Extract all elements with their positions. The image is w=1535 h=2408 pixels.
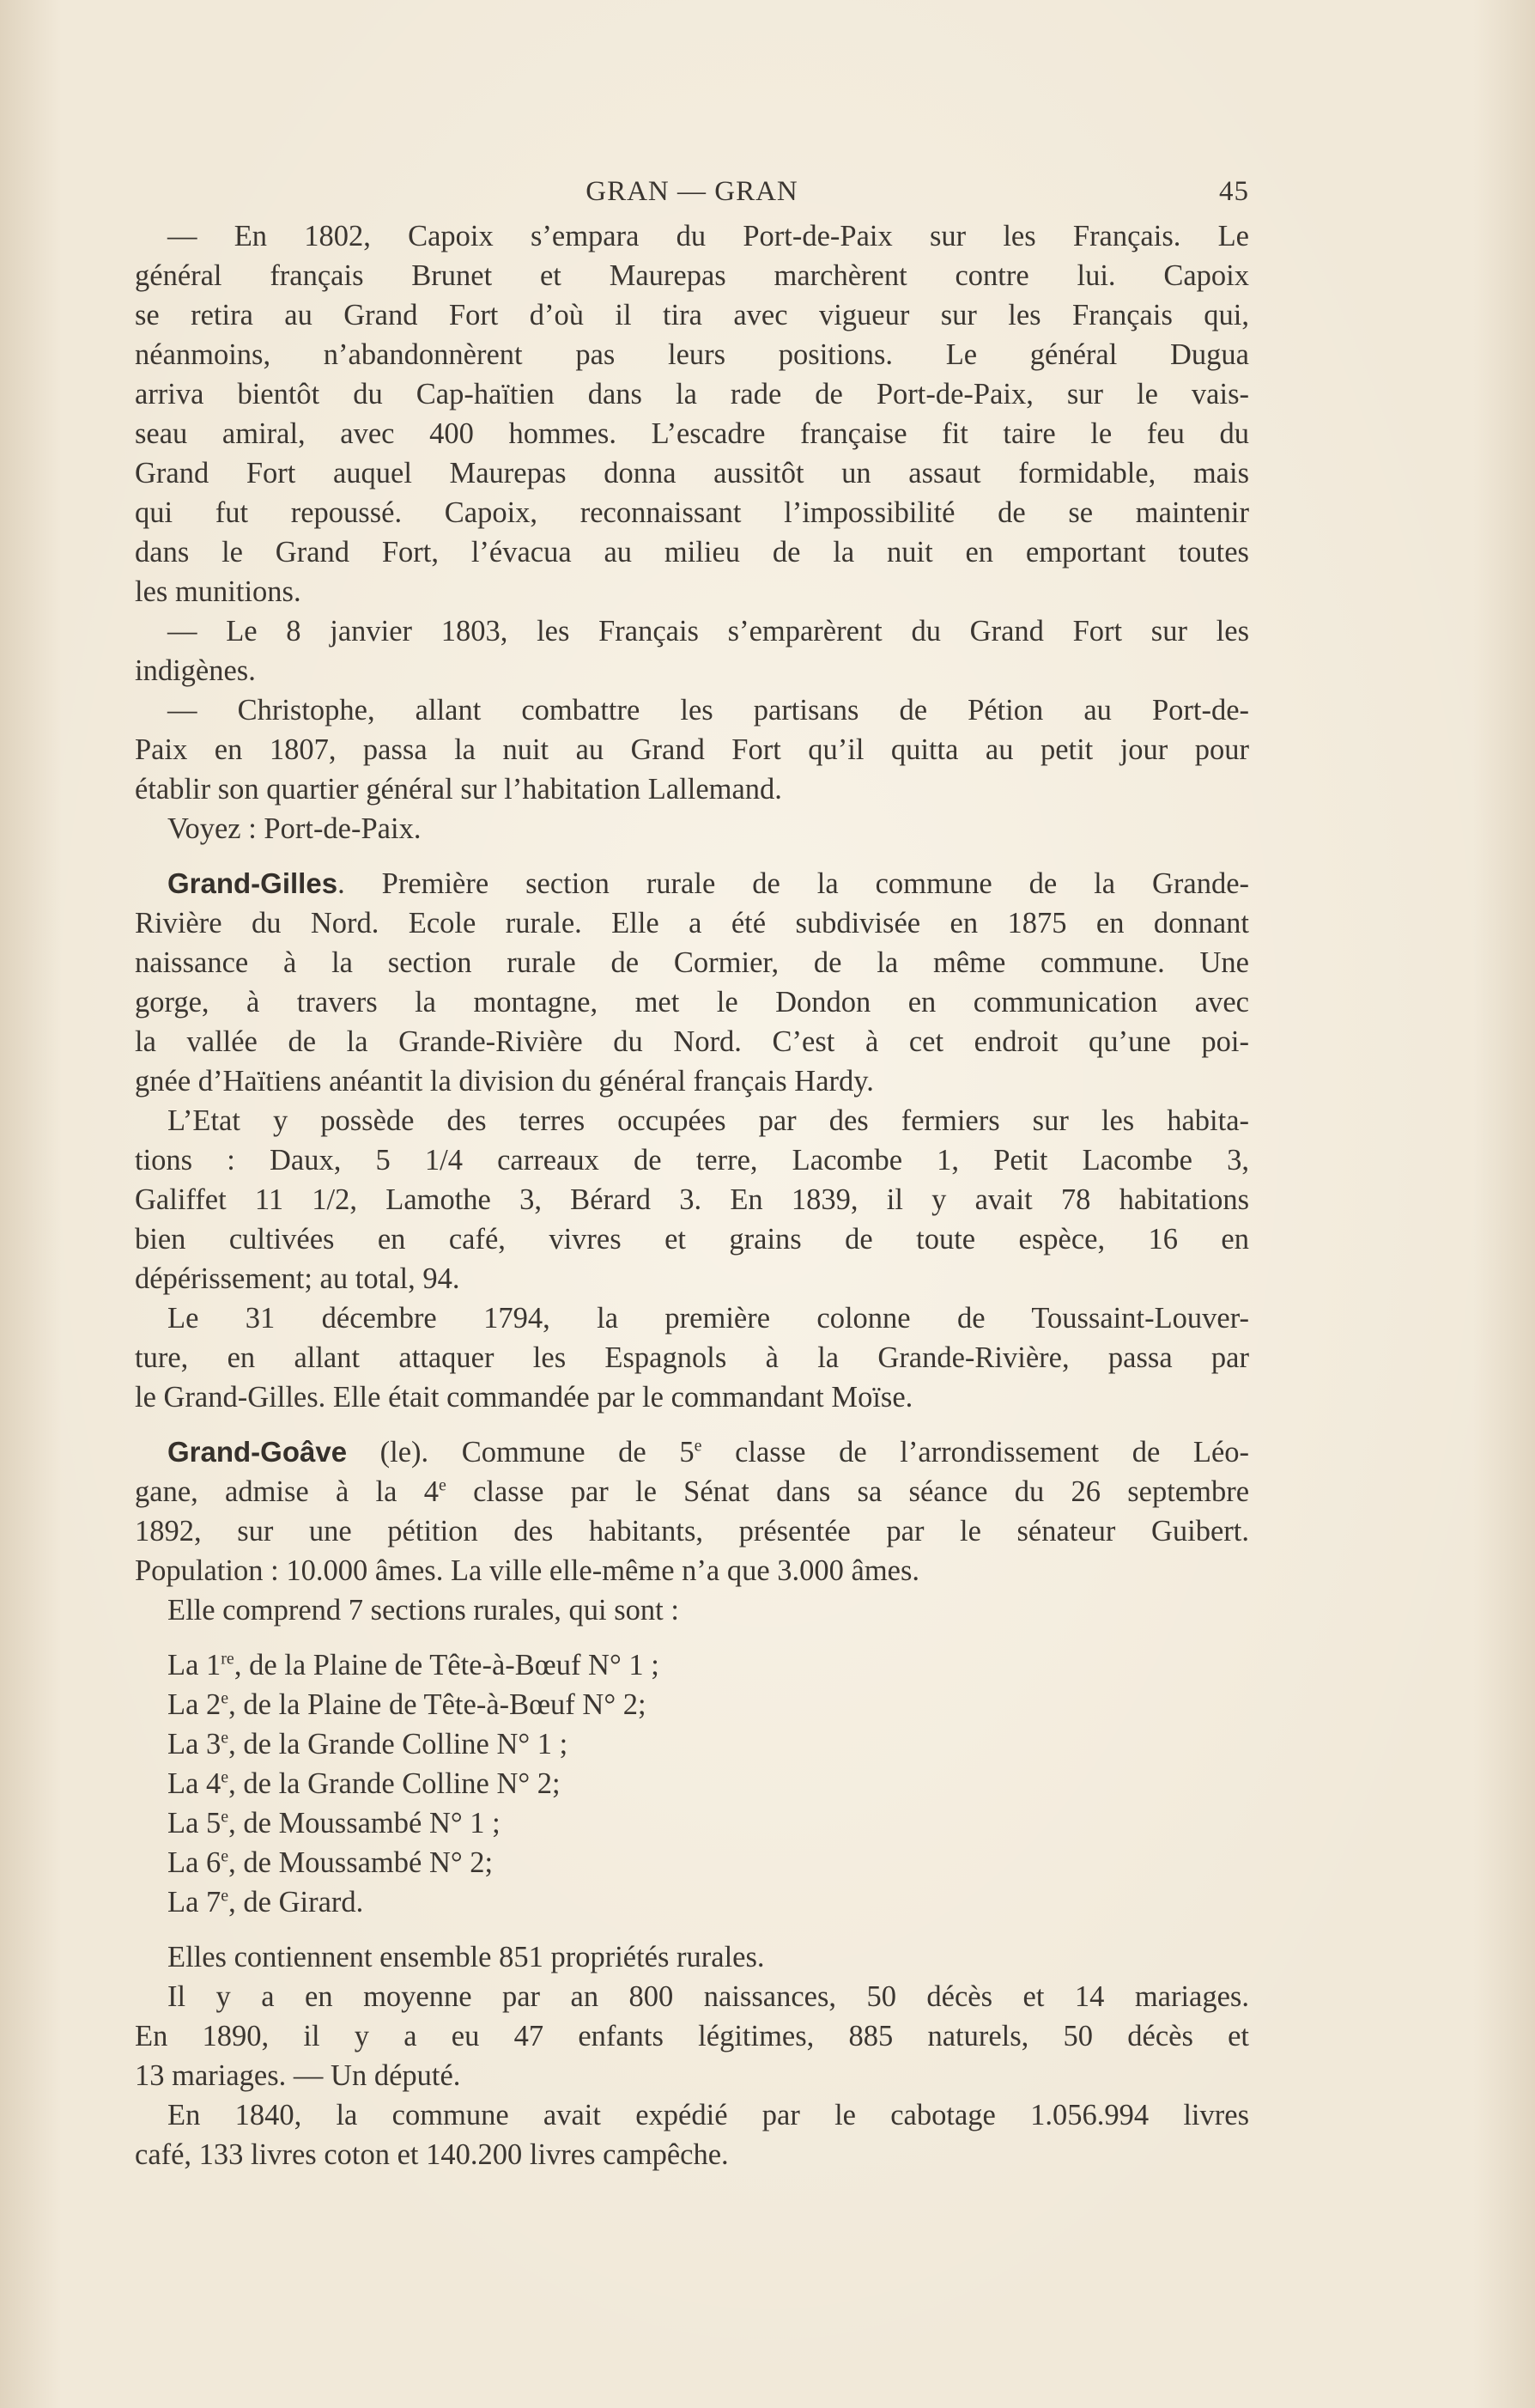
text-line: dans le Grand Fort, l’évacua au milieu de la nuit en emportant toutes <box>135 536 1249 569</box>
text-line: Voyez : Port-de-Paix. <box>167 812 422 845</box>
text-line: — En 1802, Capoix s’empara du Port-de-Paix sur les Français. Le <box>167 220 1249 252</box>
text-line: établir son quartier général sur l’habitation Lallemand. <box>135 773 782 806</box>
text-line: les munitions. <box>135 575 301 608</box>
text-line: seau amiral, avec 400 hommes. L’escadre française fit taire le feu du <box>135 417 1249 450</box>
text-line: L’Etat y possède des terres occupées par des fermiers sur les habita- <box>167 1104 1249 1137</box>
list-item: La 2e, de la Plaine de Tête-à-Bœuf N° 2; <box>167 1688 646 1721</box>
text-line: arriva bientôt du Cap-haïtien dans la rade de Port-de-Paix, sur le vais- <box>135 378 1249 410</box>
text-line: gorge, à travers la montagne, met le Dondon en communication avec <box>135 986 1249 1019</box>
text-line: café, 133 livres coton et 140.200 livres campêche. <box>135 2138 729 2171</box>
text-line: — Le 8 janvier 1803, les Français s’emparèrent du Grand Fort sur les <box>167 615 1249 648</box>
text-block <box>135 172 1249 2174</box>
list-item: La 6e, de Moussambé N° 2; <box>167 1846 494 1879</box>
list-gap <box>135 1922 1249 1937</box>
list-item: La 3e, de la Grande Colline N° 1 ; <box>167 1728 568 1760</box>
text-line: tions : Daux, 5 1/4 carreaux de terre, Lacombe 1, Petit Lacombe 3, <box>135 1144 1249 1177</box>
text-line: général français Brunet et Maurepas marchèrent contre lui. Capoix <box>135 259 1249 292</box>
text-line: Population : 10.000 âmes. La ville elle-même n’a que 3.000 âmes. <box>135 1554 920 1587</box>
text-line: gnée d’Haïtiens anéantit la division du général français Hardy. <box>135 1065 874 1098</box>
text-line: Galiffet 11 1/2, Lamothe 3, Bérard 3. En 1839, il y avait 78 habitations <box>135 1183 1249 1216</box>
running-title: GRAN — GRAN <box>585 176 798 207</box>
list-item: La 1re, de la Plaine de Tête-à-Bœuf N° 1 ; <box>167 1649 659 1681</box>
list-gap <box>135 1630 1249 1645</box>
page-number: 45 <box>1219 176 1249 207</box>
paragraph-gap <box>135 848 1249 864</box>
text-line: 13 mariages. — Un député. <box>135 2059 461 2092</box>
text-line: En 1840, la commune avait expédié par le cabotage 1.056.994 livres <box>167 2099 1249 2131</box>
paragraph-gap <box>135 1417 1249 1432</box>
text-line: indigènes. <box>135 654 256 687</box>
text-line: Elle comprend 7 sections rurales, qui sont : <box>167 1594 679 1627</box>
text-line: néanmoins, n’abandonnèrent pas leurs positions. Le général Dugua <box>135 338 1249 371</box>
text-line: bien cultivées en café, vivres et grains de toute espèce, 16 en <box>135 1223 1249 1256</box>
text-line: Grand Fort auquel Maurepas donna aussitôt un assaut formidable, mais <box>135 457 1249 490</box>
text-line: gane, admise à la 4e classe par le Sénat dans sa séance du 26 septembre <box>135 1475 1250 1508</box>
text-line: ture, en allant attaquer les Espagnols à la Grande-Rivière, passa par <box>135 1341 1249 1374</box>
entry-heading: Grand-Goâve <box>167 1436 348 1468</box>
list-item: La 4e, de la Grande Colline N° 2; <box>167 1767 561 1800</box>
text-line: Paix en 1807, passa la nuit au Grand Fort qu’il quitta au petit jour pour <box>135 733 1249 766</box>
text-line: Elles contiennent ensemble 851 propriétés rurales. <box>167 1941 765 1973</box>
text-line: Il y a en moyenne par an 800 naissances, 50 décès et 14 mariages. <box>167 1980 1249 2013</box>
text-line: qui fut repoussé. Capoix, reconnaissant l’impossibilité de se maintenir <box>135 496 1249 529</box>
entry-grand-gilles: Grand-Gilles. Première section rurale de la commune de la Grande- <box>167 867 1249 900</box>
text-line: se retira au Grand Fort d’où il tira avec vigueur sur les Français qui, <box>135 299 1249 331</box>
text-line: Rivière du Nord. Ecole rurale. Elle a été subdivisée en 1875 en donnant <box>135 907 1249 939</box>
text-line: naissance à la section rurale de Cormier, de la même commune. Une <box>135 946 1249 979</box>
text-line: Le 31 décembre 1794, la première colonne de Toussaint-Louver- <box>167 1302 1249 1335</box>
running-head <box>135 172 1249 211</box>
text-line: En 1890, il y a eu 47 enfants légitimes, 885 naturels, 50 décès et <box>135 2020 1249 2052</box>
list-item: La 7e, de Girard. <box>167 1886 364 1918</box>
text-line: le Grand-Gilles. Elle était commandée par le commandant Moïse. <box>135 1381 913 1414</box>
text-line: — Christophe, allant combattre les partisans de Pétion au Port-de- <box>167 694 1249 727</box>
entry-heading: Grand-Gilles <box>167 867 338 899</box>
entry-grand-goave: Grand-Goâve (le). Commune de 5e classe de l’arrondissement de Léo- <box>167 1436 1249 1469</box>
list-item: La 5e, de Moussambé N° 1 ; <box>167 1807 501 1839</box>
text-line: 1892, sur une pétition des habitants, présentée par le sénateur Guibert. <box>135 1515 1249 1548</box>
text-line: la vallée de la Grande-Rivière du Nord. C’est à cet endroit qu’une poi- <box>135 1025 1249 1058</box>
text-line: dépérissement; au total, 94. <box>135 1262 460 1295</box>
